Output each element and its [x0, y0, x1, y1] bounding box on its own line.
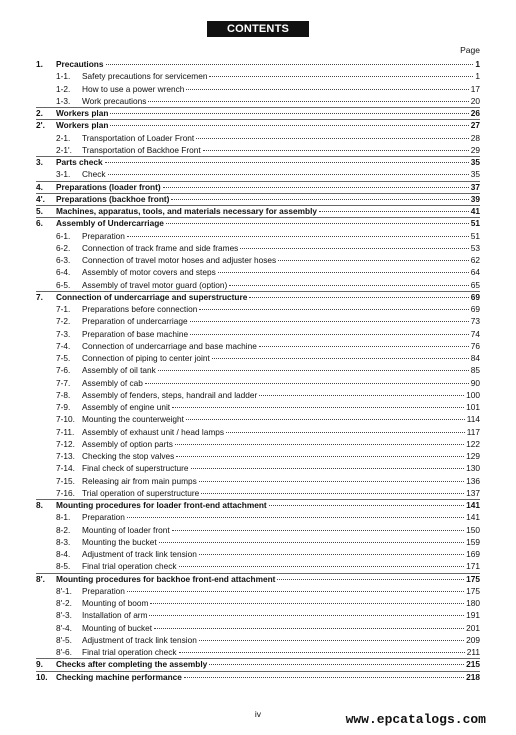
dot-leader — [105, 162, 469, 163]
section-divider — [36, 499, 480, 500]
toc-entry-page: 209 — [466, 634, 480, 645]
toc-entry[interactable] — [36, 597, 480, 609]
toc-entry[interactable] — [36, 573, 480, 585]
toc-entry-page: 201 — [466, 622, 480, 633]
section-divider — [36, 119, 480, 120]
toc-entry-number: 2-1. — [56, 132, 71, 143]
toc-entry-title: Trial operation of superstructure — [82, 487, 200, 498]
toc-entry-number: 2. — [36, 108, 43, 118]
toc-entry-number: 8'-2. — [56, 598, 72, 608]
dot-leader — [172, 407, 464, 408]
dot-leader — [106, 64, 474, 65]
toc-entry[interactable] — [36, 609, 480, 621]
dot-leader — [145, 383, 469, 384]
dot-leader — [190, 334, 469, 335]
dot-leader — [277, 579, 464, 580]
toc-entry-page: 130 — [466, 463, 480, 474]
section-divider — [36, 107, 480, 108]
toc-entry-title: Connection of undercarriage and superstructure — [56, 291, 248, 302]
toc-entry-title: Releasing air from main pumps — [82, 475, 197, 486]
dot-leader — [201, 493, 464, 494]
toc-entry[interactable] — [36, 119, 480, 131]
toc-entry-title: Preparations (loader front) — [56, 181, 161, 192]
footer-page-number: iv — [254, 709, 262, 719]
dot-leader — [149, 615, 464, 616]
toc-entry-title: Connection of piping to center joint — [82, 353, 210, 363]
toc-entry-number: 6-1. — [56, 230, 71, 241]
toc-entry-number: 9. — [36, 659, 43, 670]
watermark: www.epcatalogs.com — [345, 712, 486, 727]
dot-leader — [191, 468, 465, 469]
toc-entry[interactable] — [36, 511, 480, 523]
toc-entry[interactable] — [36, 658, 480, 670]
toc-entry-title: Preparation of base machine — [82, 328, 189, 339]
dot-leader — [150, 603, 464, 604]
toc-entry-title: Machines, apparatus, tools, and materials necessary for assembly — [56, 206, 317, 216]
toc-entry[interactable] — [36, 95, 480, 107]
toc-entry[interactable] — [36, 315, 480, 327]
toc-entry[interactable] — [36, 524, 480, 536]
toc-entry-page: 169 — [466, 549, 480, 559]
toc-entry-page: 28 — [470, 132, 480, 143]
toc-entry-page: 37 — [470, 181, 480, 192]
toc-entry-number: 6-2. — [56, 242, 71, 253]
toc-entry[interactable] — [36, 413, 480, 425]
dot-leader — [171, 199, 468, 200]
dot-leader — [154, 628, 464, 629]
toc-entry-number: 7-11. — [56, 426, 75, 437]
dot-leader — [278, 260, 469, 261]
toc-entry-page: 27 — [470, 120, 480, 131]
section-divider — [36, 181, 480, 182]
toc-entry-number: 10. — [36, 671, 48, 682]
toc-entry[interactable] — [36, 634, 480, 646]
toc-entry-page: 29 — [470, 144, 480, 155]
toc-entry-number: 8-3. — [56, 536, 71, 547]
dot-leader — [110, 113, 468, 114]
toc-entry-number: 7-16. — [56, 487, 75, 498]
section-divider — [36, 193, 480, 194]
toc-entry[interactable] — [36, 438, 480, 450]
toc-entry-page: 51 — [470, 218, 480, 229]
toc-entry-page: 191 — [466, 610, 480, 621]
toc-entry-page: 51 — [470, 230, 480, 241]
toc-entry[interactable] — [36, 340, 480, 352]
toc-entry[interactable] — [36, 585, 480, 597]
toc-entry-number: 7-7. — [56, 377, 71, 388]
dot-leader — [229, 285, 469, 286]
toc-entry-title: Preparations (backhoe front) — [56, 193, 170, 204]
toc-entry[interactable] — [36, 70, 480, 82]
dot-leader — [240, 248, 468, 249]
dot-leader — [209, 76, 473, 77]
toc-entry-title: Adjustment of track link tension — [82, 634, 197, 645]
toc-entry-number: 8'-4. — [56, 622, 72, 633]
toc-entry-number: 1-1. — [56, 71, 71, 82]
toc-entry[interactable] — [36, 181, 480, 193]
toc-entry[interactable] — [36, 499, 480, 511]
toc-entry-number: 8'-6. — [56, 647, 72, 657]
toc-entry-number: 7. — [36, 291, 43, 302]
toc-entry-title: Mounting the bucket — [82, 536, 157, 547]
toc-entry-title: Transportation of Loader Front — [82, 132, 195, 143]
toc-entry[interactable] — [36, 217, 480, 229]
toc-entry-number: 7-13. — [56, 451, 75, 461]
toc-entry-number: 8-4. — [56, 549, 71, 559]
toc-entry-page: 90 — [470, 377, 480, 388]
table-of-contents — [36, 58, 480, 683]
toc-entry-page: 26 — [470, 108, 480, 118]
toc-entry-number: 7-2. — [56, 316, 71, 327]
section-divider — [36, 671, 480, 672]
dot-leader — [209, 664, 464, 665]
toc-entry-page: 180 — [466, 598, 480, 608]
toc-entry-title: Assembly of engine unit — [82, 402, 171, 412]
toc-entry-page: 117 — [466, 426, 480, 437]
toc-entry-title: Safety precautions for servicemen — [82, 71, 208, 82]
dot-leader — [199, 640, 464, 641]
toc-entry-title: Workers plan — [56, 120, 109, 131]
toc-entry-number: 8-5. — [56, 561, 71, 572]
toc-entry-title: Final check of superstructure — [82, 463, 189, 474]
toc-entry-number: 8. — [36, 500, 43, 510]
toc-entry-title: Final trial operation check — [82, 561, 177, 572]
dot-leader — [259, 346, 469, 347]
dot-leader — [172, 530, 465, 531]
toc-entry-page: 41 — [470, 206, 480, 216]
toc-entry-page: 69 — [470, 304, 480, 314]
toc-entry-title: Assembly of exhaust unit / head lamps — [82, 426, 225, 437]
toc-entry-number: 8'. — [36, 573, 45, 584]
page-column-label: Page — [460, 45, 480, 55]
toc-entry-number: 5. — [36, 206, 43, 216]
toc-entry[interactable] — [36, 168, 480, 180]
toc-entry-page: 141 — [466, 512, 480, 523]
toc-entry-title: Checking machine performance — [56, 671, 182, 682]
toc-entry[interactable] — [36, 254, 480, 266]
toc-entry[interactable] — [36, 303, 480, 315]
toc-entry-number: 7-8. — [56, 389, 71, 400]
toc-entry-page: 175 — [466, 573, 480, 584]
toc-entry-number: 8-1. — [56, 512, 71, 523]
toc-entry-page: 35 — [470, 157, 480, 167]
dot-leader — [196, 138, 469, 139]
toc-entry-page: 141 — [466, 500, 480, 510]
toc-entry[interactable] — [36, 487, 480, 499]
toc-entry-page: 159 — [466, 536, 480, 547]
toc-entry[interactable] — [36, 389, 480, 401]
toc-entry-title: Adjustment of track link tension — [82, 549, 197, 559]
toc-entry-page: 150 — [466, 524, 480, 535]
toc-entry-title: How to use a power wrench — [82, 83, 185, 94]
section-divider — [36, 217, 480, 218]
dot-leader — [186, 89, 468, 90]
toc-entry-number: 7-14. — [56, 463, 75, 474]
toc-entry-page: 215 — [466, 659, 480, 670]
toc-entry[interactable] — [36, 377, 480, 389]
toc-entry[interactable] — [36, 364, 480, 376]
toc-entry-page: 74 — [470, 328, 480, 339]
dot-leader — [212, 358, 469, 359]
dot-leader — [186, 419, 465, 420]
section-divider — [36, 291, 480, 292]
toc-entry-title: Workers plan — [56, 108, 109, 118]
toc-entry-number: 3. — [36, 157, 43, 167]
toc-entry-number: 8'-5. — [56, 634, 72, 645]
toc-entry-title: Mounting of bucket — [82, 622, 153, 633]
dot-leader — [127, 236, 469, 237]
dot-leader — [226, 432, 465, 433]
toc-entry-page: 62 — [470, 255, 480, 265]
dot-leader — [176, 456, 464, 457]
dot-leader — [163, 187, 469, 188]
toc-entry-number: 2-1'. — [56, 144, 72, 155]
toc-entry-number: 6. — [36, 218, 43, 229]
dot-leader — [199, 554, 464, 555]
toc-entry-number: 7-9. — [56, 402, 71, 412]
toc-entry-number: 1. — [36, 59, 43, 69]
toc-entry[interactable] — [36, 475, 480, 487]
toc-entry-page: 211 — [466, 647, 480, 657]
toc-entry[interactable] — [36, 671, 480, 683]
toc-entry-title: Assembly of cab — [82, 377, 143, 388]
toc-entry-title: Assembly of option parts — [82, 438, 173, 449]
toc-entry-title: Connection of undercarriage and base machine — [82, 340, 257, 351]
toc-entry-page: 73 — [470, 316, 480, 327]
section-divider — [36, 658, 480, 659]
toc-entry[interactable] — [36, 462, 480, 474]
toc-entry-page: 137 — [466, 487, 480, 498]
dot-leader — [127, 591, 464, 592]
toc-entry-title: Preparation — [82, 512, 125, 523]
toc-entry[interactable] — [36, 83, 480, 95]
dot-leader — [259, 395, 464, 396]
toc-entry-page: 136 — [466, 475, 480, 486]
toc-entry-number: 7-10. — [56, 414, 75, 425]
contents-title: CONTENTS — [207, 21, 309, 37]
toc-entry-title: Preparation — [82, 585, 125, 596]
toc-entry-title: Preparation — [82, 230, 125, 241]
toc-entry-page: 84 — [470, 353, 480, 363]
toc-entry-page: 53 — [470, 242, 480, 253]
dot-leader — [218, 272, 469, 273]
toc-entry-page: 218 — [466, 671, 480, 682]
toc-entry-title: Assembly of oil tank — [82, 365, 156, 376]
toc-entry-title: Assembly of motor covers and steps — [82, 267, 216, 278]
toc-entry-page: 114 — [466, 414, 480, 425]
toc-entry-number: 6-5. — [56, 279, 71, 290]
toc-entry-number: 8-2. — [56, 524, 71, 535]
dot-leader — [175, 444, 464, 445]
toc-entry[interactable] — [36, 107, 480, 119]
toc-entry-page: 39 — [470, 193, 480, 204]
toc-entry-number: 4'. — [36, 193, 45, 204]
toc-entry-page: 17 — [470, 83, 480, 94]
dot-leader — [158, 370, 469, 371]
toc-entry[interactable] — [36, 58, 480, 70]
dot-leader — [190, 321, 469, 322]
toc-entry-number: 4. — [36, 181, 43, 192]
toc-entry-page: 175 — [466, 585, 480, 596]
toc-entry-title: Connection of travel motor hoses and adjuster hoses — [82, 255, 277, 265]
toc-entry[interactable] — [36, 646, 480, 658]
toc-entry-title: Mounting of boom — [82, 598, 149, 608]
toc-entry-page: 171 — [466, 561, 480, 572]
toc-entry[interactable] — [36, 144, 480, 156]
toc-entry-page: 129 — [466, 451, 480, 461]
toc-entry-page: 76 — [470, 340, 480, 351]
toc-entry[interactable] — [36, 450, 480, 462]
toc-entry[interactable] — [36, 352, 480, 364]
section-divider — [36, 205, 480, 206]
section-divider — [36, 156, 480, 157]
toc-entry[interactable] — [36, 426, 480, 438]
toc-entry-title: Mounting procedures for loader front-end attachment — [56, 500, 267, 510]
toc-entry-title: Work precautions — [82, 95, 147, 106]
dot-leader — [179, 652, 465, 653]
toc-entry-number: 1-2. — [56, 83, 71, 94]
toc-entry-page: 64 — [470, 267, 480, 278]
toc-entry-number: 1-3. — [56, 95, 71, 106]
toc-entry-title: Transportation of Backhoe Front — [82, 144, 201, 155]
dot-leader — [179, 566, 465, 567]
dot-leader — [203, 150, 469, 151]
dot-leader — [269, 505, 465, 506]
toc-entry[interactable] — [36, 548, 480, 560]
toc-entry-title: Check — [82, 169, 106, 180]
toc-entry-title: Final trial operation check — [82, 647, 177, 657]
toc-entry-number: 7-5. — [56, 353, 71, 363]
toc-entry-title: Assembly of travel motor guard (option) — [82, 279, 228, 290]
toc-entry-number: 7-1. — [56, 304, 71, 314]
toc-entry-title: Connection of track frame and side frames — [82, 242, 239, 253]
toc-entry-page: 35 — [470, 169, 480, 180]
toc-entry-title: Assembly of fenders, steps, handrail and ladder — [82, 389, 258, 400]
toc-entry-number: 7-15. — [56, 475, 75, 486]
dot-leader — [148, 101, 468, 102]
toc-entry[interactable] — [36, 132, 480, 144]
toc-entry[interactable] — [36, 560, 480, 572]
toc-entry[interactable] — [36, 622, 480, 634]
toc-entry-number: 6-4. — [56, 267, 71, 278]
toc-entry-page: 101 — [466, 402, 480, 412]
toc-entry[interactable] — [36, 266, 480, 278]
dot-leader — [184, 677, 464, 678]
toc-entry-title: Installation of arm — [82, 610, 148, 621]
toc-entry-number: 8'-1. — [56, 585, 72, 596]
toc-entry-number: 3-1. — [56, 169, 71, 180]
toc-entry[interactable] — [36, 205, 480, 217]
toc-entry[interactable] — [36, 279, 480, 291]
toc-entry-title: Mounting of loader front — [82, 524, 170, 535]
dot-leader — [110, 125, 468, 126]
toc-entry-page: 69 — [470, 291, 480, 302]
toc-entry-title: Parts check — [56, 157, 103, 167]
dot-leader — [127, 517, 464, 518]
dot-leader — [108, 174, 469, 175]
toc-entry[interactable] — [36, 328, 480, 340]
toc-entry-title: Preparation of undercarriage — [82, 316, 188, 327]
toc-entry-title: Checking the stop valves — [82, 451, 175, 461]
toc-entry-title: Preparations before connection — [82, 304, 198, 314]
toc-entry-number: 7-6. — [56, 365, 71, 376]
toc-entry-title: Assembly of Undercarriage — [56, 218, 164, 229]
toc-entry-page: 1 — [475, 71, 480, 82]
toc-entry-number: 7-12. — [56, 438, 75, 449]
dot-leader — [199, 309, 468, 310]
toc-entry[interactable] — [36, 401, 480, 413]
dot-leader — [319, 211, 469, 212]
toc-entry-page: 122 — [466, 438, 480, 449]
toc-entry-title: Mounting procedures for backhoe front-end attachment — [56, 573, 276, 584]
toc-entry-number: 6-3. — [56, 255, 71, 265]
section-divider — [36, 573, 480, 574]
toc-entry-page: 65 — [470, 279, 480, 290]
toc-entry-title: Mounting the counterweight — [82, 414, 184, 425]
toc-entry-number: 2'. — [36, 120, 45, 131]
toc-entry-title: Checks after completing the assembly — [56, 659, 208, 670]
toc-entry[interactable] — [36, 156, 480, 168]
dot-leader — [159, 542, 464, 543]
toc-entry-title: Precautions — [56, 59, 104, 69]
toc-entry-number: 8'-3. — [56, 610, 72, 621]
toc-entry-number: 7-4. — [56, 340, 71, 351]
toc-entry[interactable] — [36, 291, 480, 303]
toc-entry-number: 7-3. — [56, 328, 71, 339]
toc-entry[interactable] — [36, 230, 480, 242]
dot-leader — [249, 297, 468, 298]
toc-entry[interactable] — [36, 242, 480, 254]
toc-entry-page: 1 — [475, 59, 480, 69]
dot-leader — [166, 223, 469, 224]
toc-entry-page: 20 — [470, 95, 480, 106]
toc-entry-page: 85 — [470, 365, 480, 376]
toc-entry[interactable] — [36, 536, 480, 548]
toc-entry-page: 100 — [466, 389, 480, 400]
toc-entry[interactable] — [36, 193, 480, 205]
dot-leader — [199, 481, 464, 482]
